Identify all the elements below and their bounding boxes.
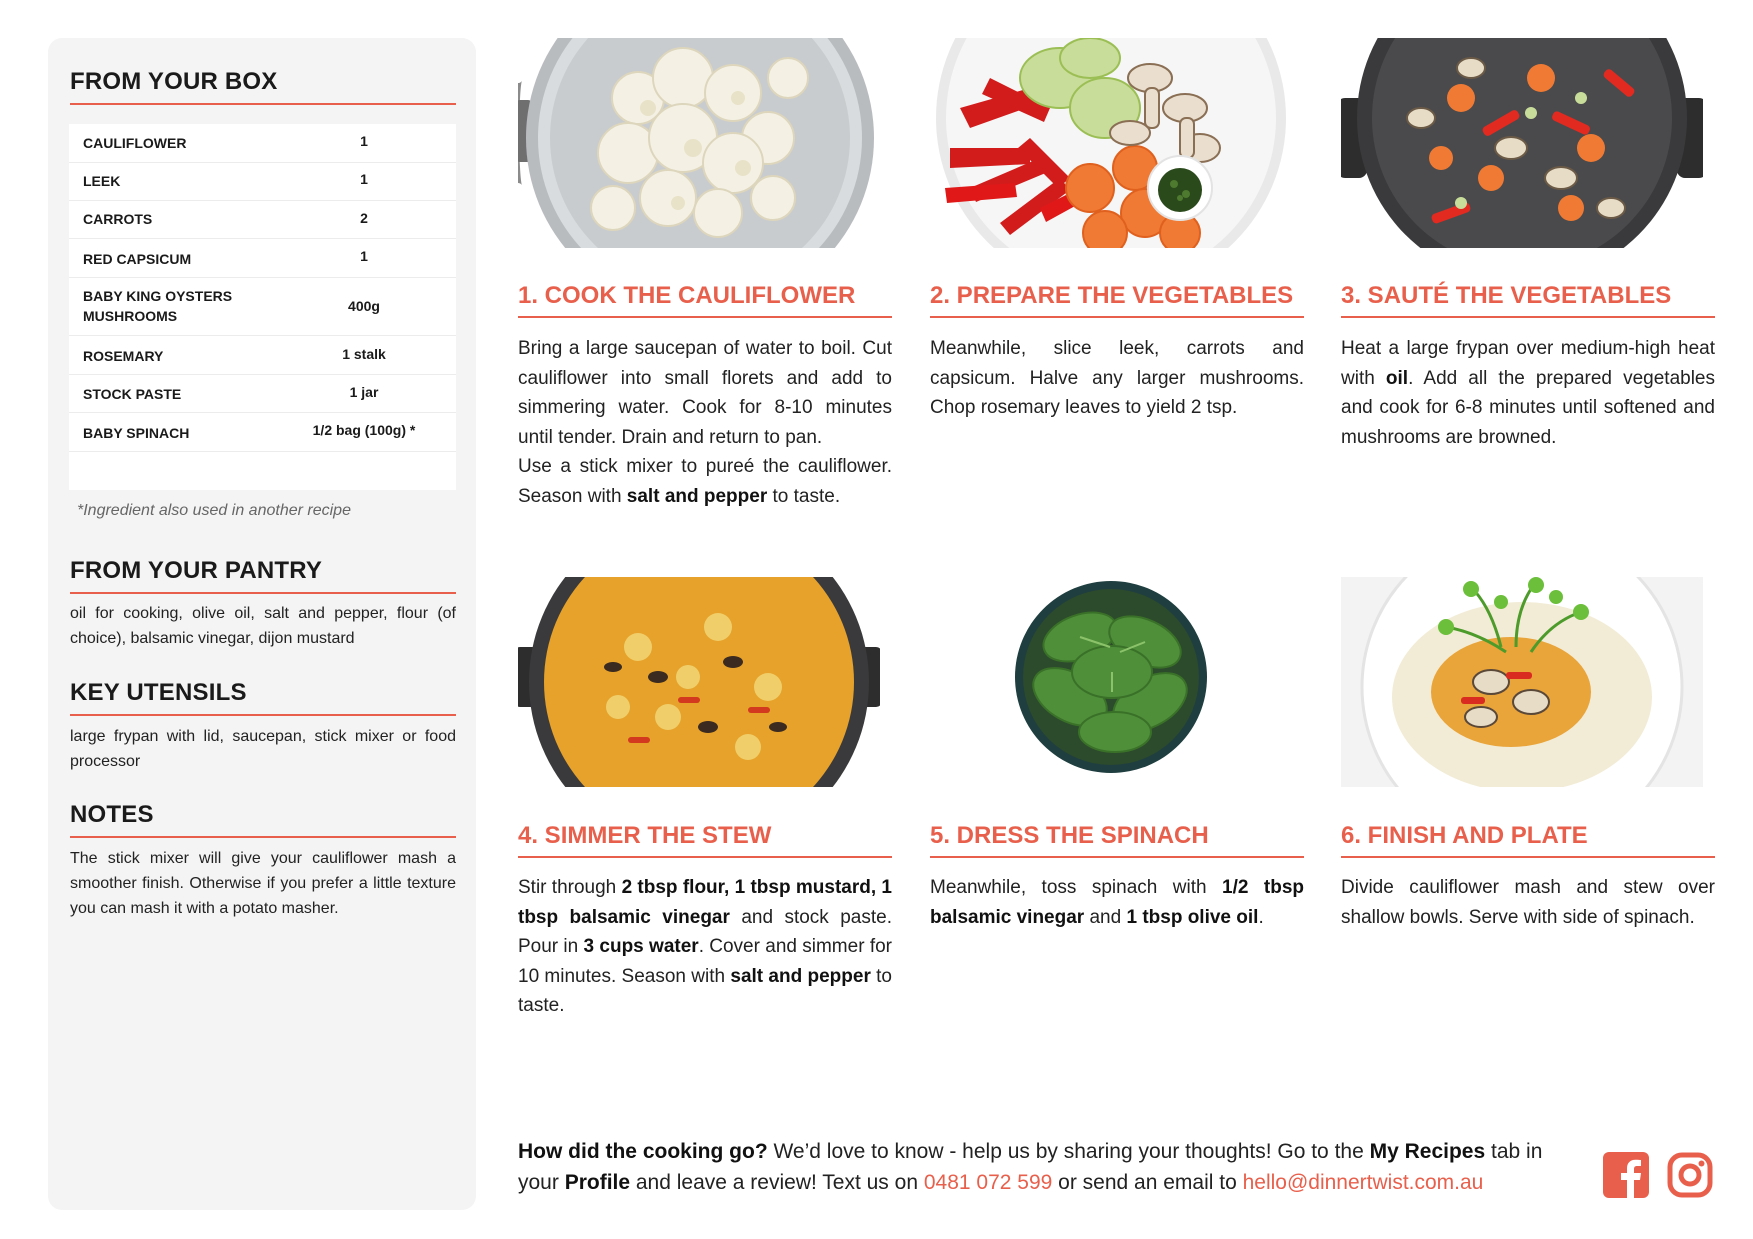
step-2-text xyxy=(930,334,1304,423)
table-row xyxy=(69,412,456,452)
utensils-text: large frypan with lid, saucepan, stick mixer or food processor xyxy=(70,728,456,770)
step-1-title: 1. COOK THE CAULIFLOWER xyxy=(518,282,892,318)
ingredient-qty: 1 stalk xyxy=(342,346,386,362)
from-your-box-heading: FROM YOUR BOX xyxy=(70,68,456,105)
ingredient-name: BABY KING OYSTERS MUSHROOMS xyxy=(83,288,233,324)
step-4-text xyxy=(518,873,892,1021)
notes-heading: NOTES xyxy=(70,801,456,838)
notes-text: The stick mixer will give your cauliflower mash a smoother finish. Otherwise if you prefer a little texture you can mash it with a potato masher. xyxy=(70,850,456,917)
step-6-text xyxy=(1341,873,1715,932)
bold-text: salt and pepper xyxy=(626,485,768,507)
cauliflower-pot-photo xyxy=(518,38,880,248)
bold-text: 2 tbsp flour, 1 tbsp mustard, 1 tbsp balsamic vinegar xyxy=(518,877,892,928)
step-5-title: 5. DRESS THE SPINACH xyxy=(930,822,1304,858)
text-run: and xyxy=(1084,906,1127,928)
ingredient-name: CARROTS xyxy=(83,211,153,227)
plated-dish-photo xyxy=(1341,577,1703,787)
table-row xyxy=(69,162,456,201)
bold-text: My Recipes xyxy=(1369,1140,1486,1163)
text-run: to taste. xyxy=(518,965,892,1016)
key-utensils-heading: KEY UTENSILS xyxy=(70,679,456,716)
text-run: Meanwhile, slice leek, carrots and capsicum. Halve any larger mushrooms. Chop rosemary leaves to yield 2 tsp. xyxy=(930,338,1304,418)
text-run: We’d love to know - help us by sharing your thoughts! Go to the xyxy=(767,1140,1370,1163)
bold-text: oil xyxy=(1385,367,1409,389)
step-4-title: 4. SIMMER THE STEW xyxy=(518,822,892,858)
contact-link[interactable]: hello@dinnertwist.com.au xyxy=(1242,1171,1484,1194)
text-run: and stock paste. Pour in xyxy=(518,906,892,957)
ingredient-qty: 1 xyxy=(360,171,368,187)
feedback-footer xyxy=(518,1136,1578,1198)
bold-text: Profile xyxy=(564,1171,631,1194)
bold-text: 1/2 tbsp balsamic vinegar xyxy=(930,877,1304,928)
ingredient-name: STOCK PASTE xyxy=(83,386,182,402)
ingredient-name: LEEK xyxy=(83,173,121,189)
table-row xyxy=(69,124,456,163)
text-run: tab in your xyxy=(518,1140,1543,1194)
ingredient-qty: 1/2 bag (100g) * xyxy=(312,422,416,438)
step-6-title: 6. FINISH AND PLATE xyxy=(1341,822,1715,858)
ingredient-name: RED CAPSICUM xyxy=(83,251,192,267)
text-run: or send an email to xyxy=(1052,1171,1243,1194)
from-your-pantry-heading: FROM YOUR PANTRY xyxy=(70,557,456,594)
table-row xyxy=(69,277,456,336)
step-5-text xyxy=(930,873,1304,932)
text-run: to taste. xyxy=(767,485,841,507)
table-row xyxy=(69,374,456,413)
text-run: Heat a large frypan over medium-high heat with xyxy=(1341,338,1715,389)
spinach-bowl-photo xyxy=(930,577,1292,787)
ingredient-qty: 1 xyxy=(360,133,368,149)
step-3-title: 3. SAUTÉ THE VEGETABLES xyxy=(1341,282,1715,318)
ingredients-table xyxy=(69,124,456,490)
ingredient-qty: 1 jar xyxy=(349,384,379,400)
ingredient-qty: 1 xyxy=(360,248,368,264)
text-run: Meanwhile, toss spinach with xyxy=(930,877,1223,898)
facebook-icon[interactable] xyxy=(1603,1152,1649,1198)
sidebar-panel xyxy=(48,38,476,1210)
table-row xyxy=(69,200,456,239)
contact-link[interactable]: 0481 072 599 xyxy=(923,1171,1053,1194)
bold-text: salt and pepper xyxy=(730,965,871,987)
text-run: Use a stick mixer to pureé the cauliflower. Season with xyxy=(518,456,892,507)
text-run: . xyxy=(1258,906,1264,928)
text-run: Divide cauliflower mash and stew over shallow bowls. Serve with side of spinach. xyxy=(1341,877,1715,928)
text-run: Bring a large saucepan of water to boil. Cut cauliflower into small florets and add to simmering water. Cook for 8-10 minutes until tender. Drain and return to pan. xyxy=(518,338,892,448)
step-3-text xyxy=(1341,334,1715,452)
ingredient-qty: 2 xyxy=(360,210,368,226)
step-1-text xyxy=(518,334,892,511)
instagram-icon[interactable] xyxy=(1667,1152,1713,1198)
frypan-vegetables-photo xyxy=(1341,38,1703,248)
pantry-text: oil for cooking, olive oil, salt and pepper, flour (of choice), balsamic vinegar, dijon mustard xyxy=(70,605,456,647)
text-run: Stir through xyxy=(518,877,622,898)
text-run: . Add all the prepared vegetables and cook for 6-8 minutes until softened and mushrooms are browned. xyxy=(1341,367,1715,448)
bold-text: 1 tbsp olive oil xyxy=(1126,906,1259,928)
ingredient-name: CAULIFLOWER xyxy=(83,135,187,151)
ingredient-footnote: *Ingredient also used in another recipe xyxy=(77,502,351,519)
step-2-title: 2. PREPARE THE VEGETABLES xyxy=(930,282,1304,318)
ingredient-name: ROSEMARY xyxy=(83,348,164,364)
stew-pan-photo xyxy=(518,577,880,787)
table-row xyxy=(69,238,456,278)
vegetable-plate-photo xyxy=(930,38,1292,248)
ingredient-qty: 400g xyxy=(348,298,380,314)
text-run: and leave a review! Text us on xyxy=(630,1171,924,1194)
text-run: . Cover and simmer for 10 minutes. Season with xyxy=(518,936,892,987)
table-row xyxy=(69,335,456,375)
bold-text: How did the cooking go? xyxy=(518,1140,768,1163)
ingredient-name: BABY SPINACH xyxy=(83,425,190,441)
bold-text: 3 cups water xyxy=(583,936,699,957)
